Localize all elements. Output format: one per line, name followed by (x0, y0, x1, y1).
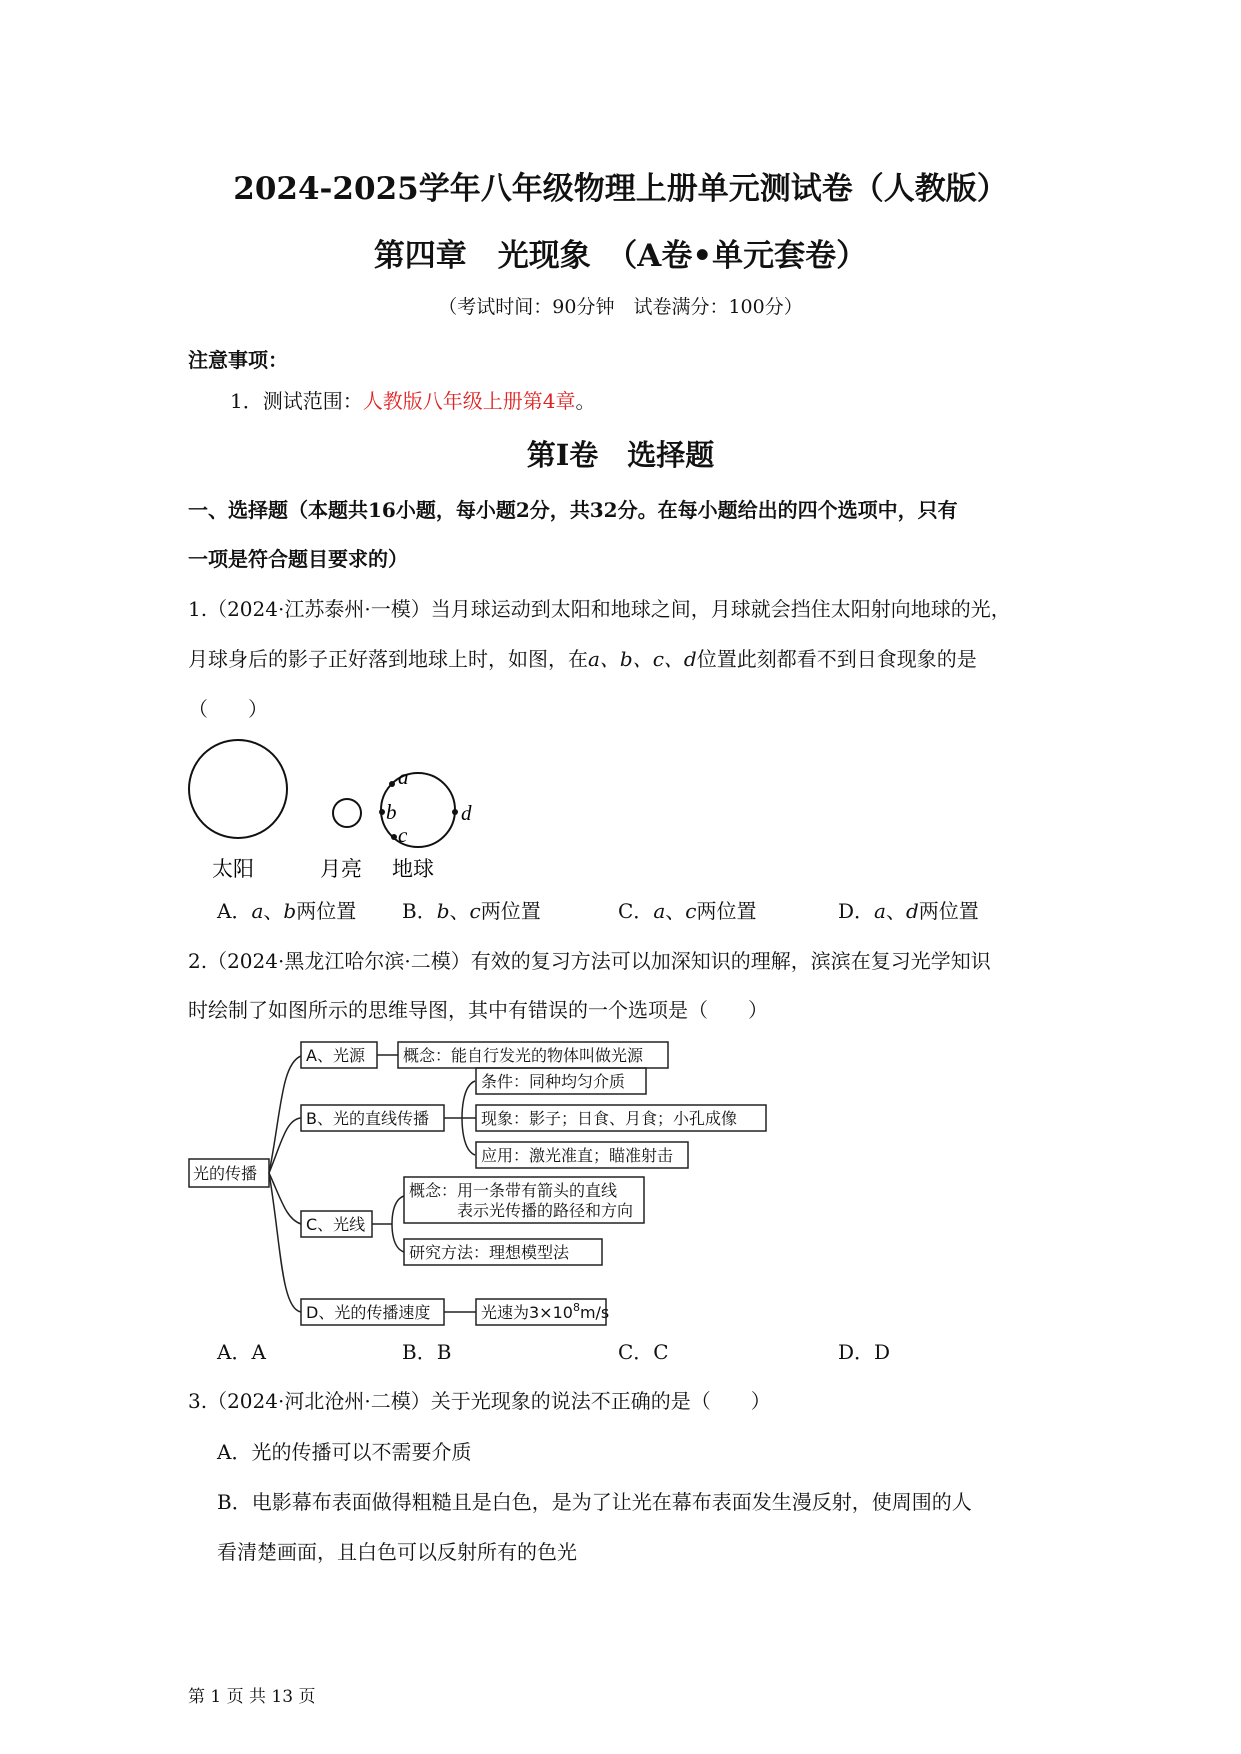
point-b-label: b (386, 800, 397, 824)
node-a: A、光源 (306, 1046, 365, 1065)
node-c-method: 研究方法：理想模型法 (409, 1243, 570, 1262)
point-d-dot (452, 809, 458, 815)
notice-item-1 (230, 385, 595, 414)
sun-circle (189, 740, 287, 838)
option-letter: C． (618, 899, 654, 923)
q1-option-c[interactable] (618, 895, 756, 924)
point-c-dot (391, 834, 397, 840)
speed-unit: m/s (579, 1303, 610, 1322)
option-text: 两位置 (296, 899, 357, 923)
q1-line1: 1.（2024·江苏泰州·一模）当月球运动到太阳和地球之间，月球就会挡住太阳射向地球的光， (188, 597, 1011, 621)
q1-line2 (188, 643, 977, 672)
option-var: c (469, 899, 481, 923)
option-var: c (685, 899, 697, 923)
node-b-phenomena: 现象：影子；日食、月食；小孔成像 (481, 1109, 738, 1128)
option-letter: B． (402, 899, 437, 923)
speed-exponent: 8 (572, 1301, 580, 1314)
q2-mindmap (186, 1034, 786, 1334)
point-a-label: a (398, 765, 409, 789)
option-sep: 、 (665, 899, 686, 923)
earth-label: 地球 (392, 857, 434, 881)
option-var: b (436, 899, 450, 923)
option-sep: 、 (449, 899, 470, 923)
node-b: B、光的直线传播 (306, 1109, 429, 1128)
q1-option-a[interactable] (217, 895, 356, 924)
exam-title: 2024-2025学年八年级物理上册单元测试卷（人教版） (233, 171, 1008, 207)
option-sep: 、 (263, 899, 284, 923)
q1-line2-end: 位置此刻都看不到日食现象的是 (696, 647, 977, 671)
moon-circle (333, 799, 361, 827)
notice-heading: 注意事项： (188, 348, 288, 372)
option-var: b (283, 899, 297, 923)
q1-figure (180, 730, 500, 885)
chapter-subtitle: 第四章 光现象 （A卷•单元套卷） (373, 238, 868, 274)
moon-label: 月亮 (320, 857, 362, 881)
q2-option-d[interactable]: D．D (838, 1340, 891, 1364)
node-c-concept-2: 表示光传播的路径和方向 (457, 1201, 634, 1220)
node-c: C、光线 (306, 1215, 366, 1234)
q1-option-b[interactable] (402, 895, 541, 924)
point-d-label: d (461, 801, 472, 825)
option-text: 两位置 (696, 899, 757, 923)
q3-line1: 3.（2024·河北沧州·二模）关于光现象的说法不正确的是（ ） (188, 1389, 771, 1413)
q2-line2: 时绘制了如图所示的思维导图，其中有错误的一个选项是（ ） (188, 998, 768, 1022)
notice-item-suffix: 。 (575, 389, 596, 413)
exam-info: （考试时间：90分钟 试卷满分：100分） (438, 296, 803, 318)
branch-c (269, 1173, 301, 1224)
bracket-c (392, 1196, 404, 1252)
option-var: a (251, 899, 264, 923)
node-b-condition: 条件：同种均匀介质 (481, 1072, 626, 1091)
option-text: 两位置 (918, 899, 979, 923)
q1-line2-start: 月球身后的影子正好落到地球上时，如图，在 (188, 647, 588, 671)
branch-d (269, 1173, 301, 1312)
section-intro-line2: 一项是符合题目要求的） (188, 547, 408, 571)
branch-a (269, 1056, 301, 1173)
q2-option-b[interactable]: B．B (402, 1340, 452, 1364)
node-a-detail: 概念：能自行发光的物体叫做光源 (403, 1046, 644, 1065)
q3-option-b-line2: 看清楚画面，且白色可以反射所有的色光 (217, 1540, 577, 1564)
notice-item-prefix: 1．测试范围： (230, 389, 363, 413)
q2-option-a[interactable]: A．A (217, 1340, 266, 1364)
node-d-detail (481, 1301, 609, 1322)
point-b-dot (379, 809, 385, 815)
sun-label: 太阳 (212, 857, 254, 881)
option-sep: 、 (885, 899, 906, 923)
q2-line1: 2.（2024·黑龙江哈尔滨·二模）有效的复习方法可以加深知识的理解，滨滨在复习光学知识 (188, 949, 991, 973)
q1-answer-bracket: （ ） (188, 697, 268, 721)
point-a-dot (389, 781, 395, 787)
q2-option-c[interactable]: C．C (618, 1340, 669, 1364)
notice-item-scope: 人教版八年级上册第4章 (362, 389, 576, 413)
option-var: a (874, 899, 886, 923)
option-var: a (653, 899, 666, 923)
q1-line2-vars: a、b、c、d (588, 647, 697, 671)
mindmap-root: 光的传播 (193, 1164, 258, 1183)
option-letter: D． (838, 899, 875, 923)
page-number: 第 1 页 共 13 页 (188, 1687, 316, 1707)
q3-option-b-line1[interactable]: B．电影幕布表面做得粗糙且是白色，是为了让光在幕布表面发生漫反射，使周围的人 (217, 1490, 972, 1514)
option-letter: A． (217, 899, 252, 923)
speed-base: 光速为3×10 (481, 1303, 573, 1322)
option-text: 两位置 (480, 899, 541, 923)
q3-option-a[interactable]: A．光的传播可以不需要介质 (217, 1440, 472, 1464)
section-title: 第Ⅰ卷 选择题 (526, 438, 715, 472)
point-c-label: c (398, 823, 408, 847)
node-d: D、光的传播速度 (306, 1303, 431, 1322)
node-b-application: 应用：激光准直；瞄准射击 (481, 1146, 674, 1165)
section-intro-line1: 一、选择题（本题共16小题，每小题2分，共32分。在每小题给出的四个选项中，只有 (188, 498, 958, 522)
node-c-concept-1: 概念：用一条带有箭头的直线 (409, 1181, 618, 1200)
q1-option-d[interactable] (838, 895, 979, 924)
option-var: d (905, 899, 919, 923)
